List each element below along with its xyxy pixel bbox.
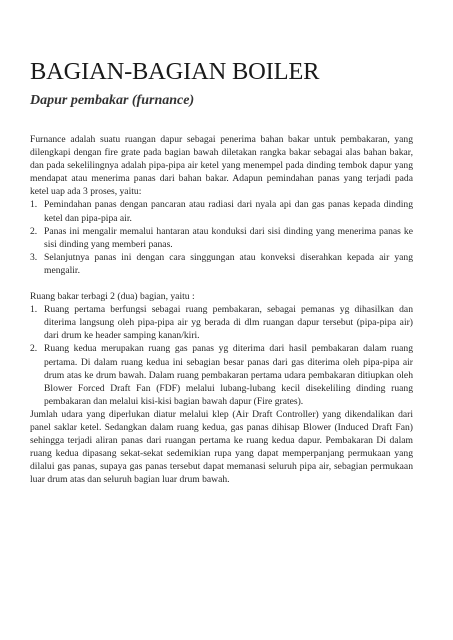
intro-paragraph: Furnance adalah suatu ruangan dapur sebagai penerima bahan bakar untuk pembakaran, yang dilengkapi dengan fire grate pada bagian bawah diletakan rangka bakar sebagai alas bahan bakar, dan pada sekelilingnya adalah pipa-pipa air ketel yang menempel pada dinding tembok dapur yang mendapat atau menerima panas dari bahan bakar. Adapun pemindahan panas yang terjadi pada ketel uap ada 3 proses, yaitu: <box>30 134 413 198</box>
list-item <box>30 303 413 342</box>
list-item-text: Ruang pertama berfungsi sebagai ruang pembakaran, sebagai pemanas yg dihasilkan dan diterima langsung oleh pipa-pipa air yg berada di dlm ruangan dapur tersebut (pipa-pipa air) dari drum ke header samping kanan/kiri. <box>44 304 413 342</box>
list-number: 1. <box>30 199 38 211</box>
chamber-list <box>30 303 413 408</box>
list-item-text: Pemindahan panas dengan pancaran atau radiasi dari nyala api dan gas panas kepada dinding ketel dan pipa-pipa air. <box>44 199 413 224</box>
section-heading: Dapur pembakar (furnance) <box>30 93 195 108</box>
list-number: 2. <box>30 343 38 355</box>
list-item <box>30 225 413 251</box>
list-item-text: Ruang kedua merupakan ruang gas panas yg diterima dari hasil pembakaran dalam ruang pertama. Di dalam ruang kedua ini sebagian besar panas dari gas diterima oleh pipa-pipa air drum atas ke drum bawah. Dalam ruang pembakaran pertama udara pembakaran ditiupkan oleh Blower Forced Draft Fan (FDF) melalui lubang-lubang kecil disekeliling dinding ruang pembakaran dan melalui kisi-kisi bagian bawah dapur (Fire grates). <box>44 343 413 407</box>
list-item <box>30 342 413 407</box>
paragraph-spacer <box>30 277 413 290</box>
list-item <box>30 251 413 277</box>
list-item <box>30 198 413 224</box>
list-item-text: Panas ini mengalir memalui hantaran atau konduksi dari sisi dinding yang menerima panas ke sisi dinding yang memberi panas. <box>44 225 413 250</box>
list-number: 3. <box>30 251 38 263</box>
closing-paragraph: Jumlah udara yang diperlukan diatur melalui klep (Air Draft Controller) yang dikendalikan dari panel saklar ketel. Sedangkan dalam ruang kedua, gas panas dihisap Blower (Induced Draft Fan) sehingga terjadi aliran panas dari ruangan pertama ke ruang kedua dapur. Pembakaran Di dalam ruang kedua dipasang sekat-sekat sedemikian rupa yang dapat memperpanjang permukaan yang dilalui gas panas, supaya gas panas tersebut dapat memanasi seluruh pipa air, sebagian permukaan luar drum atas dan seluruh bagian luar drum bawah. <box>30 408 413 486</box>
section2-intro: Ruang bakar terbagi 2 (dua) bagian, yaitu : <box>30 291 195 303</box>
document-body <box>30 133 413 486</box>
list-item-text: Selanjutnya panas ini dengan cara singgungan atau konveksi diserahkan kepada air yang mengalir. <box>44 251 413 276</box>
process-list <box>30 198 413 277</box>
list-number: 1. <box>30 304 38 316</box>
page-title: BAGIAN-BAGIAN BOILER <box>30 58 320 85</box>
list-number: 2. <box>30 225 38 237</box>
